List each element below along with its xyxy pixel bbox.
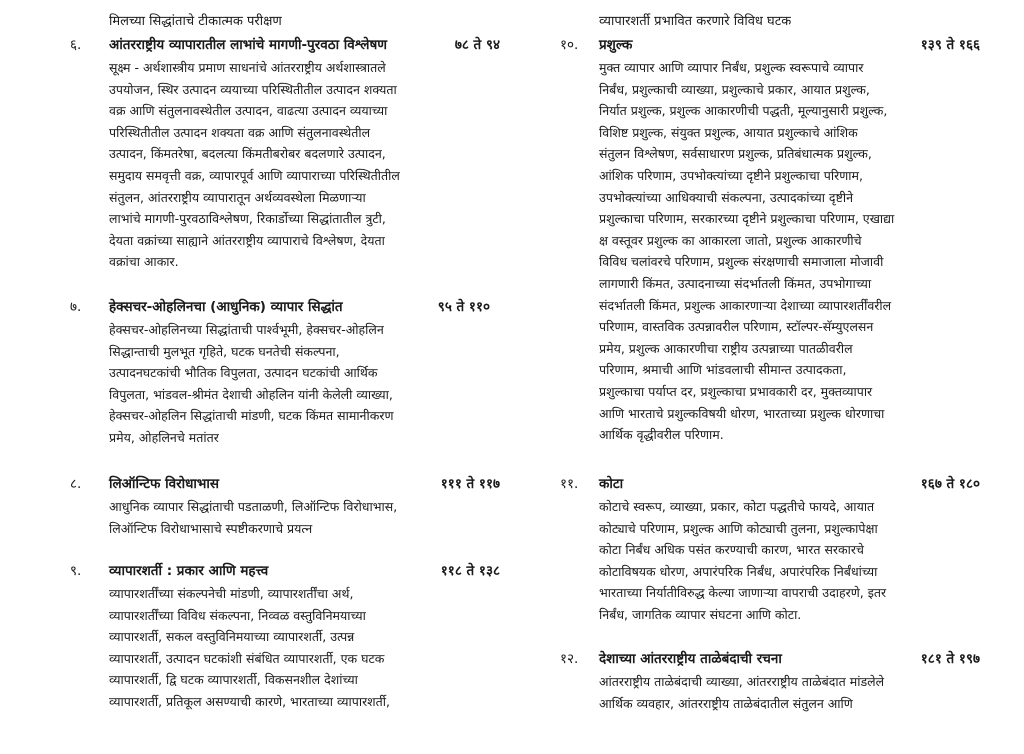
entry-heading <box>70 474 500 496</box>
entry-page-range: १८१ ते १९७ <box>920 651 980 667</box>
entry-line: आंतरराष्ट्रीय ताळेबंदाची व्याख्या, आंतरराष्ट्रीय ताळेबंदात मांडलेले <box>599 674 885 689</box>
entry-title: हेक्सचर-ओहलिनचा (आधुनिक) व्यापार सिद्धांत <box>109 299 343 315</box>
entry-description <box>70 57 500 273</box>
entry-heading <box>560 35 980 57</box>
entry-line: उत्पादनघटकांची भौतिक विपुलता, उत्पादन घटकांची आर्थिक <box>109 365 378 381</box>
entry-description <box>560 671 980 714</box>
entry-title: आंतरराष्ट्रीय व्यापारातील लाभांचे मागणी-पुरवठा विश्लेषण <box>109 37 388 53</box>
entry-page-range: १३९ ते १६६ <box>920 37 980 53</box>
entry-heading <box>70 35 500 57</box>
entry-description <box>560 57 980 446</box>
entry-line: सूक्ष्म - अर्थशास्त्रीय प्रमाण साधनांचे आंतरराष्ट्रीय अर्थशास्त्रातले <box>109 60 386 75</box>
entry-number: ११. <box>560 476 579 492</box>
entry-line: विशिष्ट प्रशुल्क, संयुक्त प्रशुल्क, आयात प्रशुल्काचे आंशिक <box>599 124 858 140</box>
entry-line: हेक्सचर-ओहलिन सिद्धांताची मांडणी, घटक किंमत सामानीकरण <box>109 408 394 424</box>
entry-line: परिणाम, श्रमाची आणि भांडवलाची सीमान्त उत्पादकता, <box>599 362 847 378</box>
entry-line: संदर्भातली किंमत, प्रशुल्क आकारणाऱ्या देशाच्या व्यापारशर्तींवरील <box>599 297 892 313</box>
entry-line: सिद्धान्ताची मुलभूत गृहिते, घटक घनतेची संकल्पना, <box>109 343 340 359</box>
entry-page-range: १११ ते ११७ <box>440 476 500 492</box>
entry-line: परिणाम, वास्तविक उत्पन्नावरील परिणाम, स्टॉल्पर-सॅम्युएलसन <box>599 319 874 335</box>
toc-entry-6 <box>70 35 500 273</box>
entry-line: परिस्थितीतील उत्पादन शक्यता वक्र आणि संतुलनावस्थेतील <box>109 124 371 140</box>
entry-title: देशाच्या आंतरराष्ट्रीय ताळेबंदाची रचना <box>599 651 782 667</box>
entry-line: व्यापारशर्ती, उत्पादन घटकांशी संबंधित व्यापारशर्ती, एक घटक <box>109 650 385 666</box>
entry-line: प्रशुल्काचा परिणाम, सरकारच्या दृष्टीने प्रशुल्काचा परिणाम, एखाद्या <box>599 211 895 227</box>
entry-title: लिऑन्टिफ विरोधाभास <box>109 476 220 492</box>
entry-line: लिऑन्टिफ विरोधाभासाचे स्पष्टीकरणाचे प्रयत्न <box>109 520 313 536</box>
entry-page-range: ११८ ते १३८ <box>440 563 500 579</box>
entry-line: देयता वक्रांच्या साह्याने आंतरराष्ट्रीय व्यापाराचे विश्लेषण, देयता <box>109 232 385 248</box>
entry-number: १२. <box>560 651 579 667</box>
toc-entry-10 <box>560 35 980 446</box>
entry-title: प्रशुल्क <box>599 37 633 53</box>
continuation-line: मिलच्या सिद्धांताचे टीकात्मक परीक्षण <box>109 14 282 29</box>
entry-line: उपयोजन, स्थिर उत्पादन व्ययाच्या परिस्थितीतील उत्पादन शक्यता <box>109 81 397 97</box>
entry-line: व्यापारशर्ती, प्रतिकूल असण्याची कारणे, भारताच्या व्यापारशर्ती, <box>109 693 391 709</box>
entry-line: प्रमेय, प्रशुल्क आकारणीचा राष्ट्रीय उत्पन्नाच्या पातळीवरील <box>599 340 853 356</box>
entry-line: कोटा निर्बंध अधिक पसंत करण्याची कारण, भारत सरकारचे <box>599 542 864 558</box>
entry-line: वक्रांचा आकार. <box>109 254 179 270</box>
entry-line: लागणारी किंमत, उत्पादनाच्या संदर्भातली किंमत, उपभोगाच्या <box>599 275 872 291</box>
entry-line: लाभांचे मागणी-पुरवठाविश्लेषण, रिकार्डोच्या सिद्धांतातील त्रुटी, <box>109 211 386 227</box>
toc-entry-8 <box>70 474 500 539</box>
toc-entry-11 <box>560 474 980 626</box>
entry-line: व्यापारशर्ती, द्वि घटक व्यापारशर्ती, विकसनशील देशांच्या <box>109 672 358 688</box>
entry-number: ६. <box>70 37 82 53</box>
entry-line: आणि भारताचे प्रशुल्कविषयी धोरण, भारताच्या प्रशुल्क धोरणाचा <box>599 405 885 421</box>
entry-number: ८. <box>70 476 82 492</box>
entry-line: समुदाय समवृत्ती वक्र, व्यापारपूर्व आणि व्यापाराच्या परिस्थितीतील <box>109 167 400 183</box>
entry-page-range: ९५ ते ११० <box>437 299 490 315</box>
entry-line: आंशिक परिणाम, उपभोक्त्यांच्या दृष्टीने प्रशुल्काचा परिणाम, <box>599 167 863 183</box>
continuation-line: व्यापारशर्ती प्रभावित करणारे विविध घटक <box>599 14 792 29</box>
entry-line: भारताच्या निर्यातीविरुद्ध केल्या जाणाऱ्या वापराची उदाहरणे, इतर <box>599 585 887 601</box>
entry-line: उपभोक्त्यांच्या आधिक्याची संकल्पना, उत्पादकांच्या दृष्टीने <box>599 189 854 205</box>
entry-number: ७. <box>70 299 82 315</box>
entry-line: आर्थिक वृद्धीवरील परिणाम. <box>599 427 724 443</box>
entry-line: संतुलन, आंतरराष्ट्रीय व्यापारातून अर्थव्यवस्थेला मिळणाऱ्या <box>109 189 366 205</box>
entry-page-range: १६७ ते १८० <box>920 476 980 492</box>
entry-page-range: ७८ ते ९४ <box>454 37 500 53</box>
entry-line: हेक्सचर-ओहलिनच्या सिद्धांताची पार्श्वभूमी, हेक्सचर-ओहलिन <box>109 322 384 337</box>
entry-number: ९. <box>70 563 82 579</box>
entry-line: संतुलन विश्लेषण, सर्वसाधारण प्रशुल्क, प्रतिबंधात्मक प्रशुल्क, <box>599 146 872 162</box>
entry-line: निर्बंध, जागतिक व्यापार संघटना आणि कोटा. <box>599 606 802 622</box>
entry-description <box>70 319 500 449</box>
entry-line: व्यापारशर्तींच्या संकल्पनेची मांडणी, व्यापारशर्तींचा अर्थ, <box>109 586 354 601</box>
entry-description <box>70 583 500 713</box>
entry-heading <box>560 474 980 496</box>
entry-line: उत्पादन, किंमतरेषा, बदलत्या किंमतीबरोबर बदलणारे उत्पादन, <box>109 146 386 162</box>
entry-line: व्यापारशर्तींच्या विविध संकल्पना, निव्वळ वस्तुविनिमयाच्या <box>109 607 366 623</box>
entry-line: विविध चलांवरचे परिणाम, प्रशुल्क संरक्षणाची समाजाला मोजावी <box>599 254 884 270</box>
toc-entry-9 <box>70 561 500 713</box>
entry-line: प्रशुल्काचा पर्याप्त दर, प्रशुल्काचा प्रभावकारी दर, मुक्तव्यापार <box>599 383 873 399</box>
entry-line: कोटाचे स्वरूप, व्याख्या, प्रकार, कोटा पद्धतीचे फायदे, आयात <box>599 499 875 514</box>
toc-entry-12 <box>560 649 980 714</box>
entry-line: क्ष वस्तूवर प्रशुल्क का आकारला जातो, प्रशुल्क आकारणीचे <box>599 232 862 248</box>
entry-line: कोटाविषयक धोरण, अपारंपरिक निर्बंध, अपारंपरिक निर्बंधांच्या <box>599 563 878 579</box>
entry-line: निर्बंध, प्रशुल्काची व्याख्या, प्रशुल्काचे प्रकार, आयात प्रशुल्क, <box>599 81 870 97</box>
entry-heading <box>70 297 500 319</box>
entry-line: वक्र आणि संतुलनावस्थेतील उत्पादन, वाढत्या उत्पादन व्ययाच्या <box>109 103 388 119</box>
entry-line: आधुनिक व्यापार सिद्धांताची पडताळणी, लिऑन्टिफ विरोधाभास, <box>109 499 398 514</box>
entry-line: व्यापारशर्ती, सकल वस्तुविनिमयाच्या व्यापारशर्ती, उत्पन्न <box>109 629 355 645</box>
entry-title: कोटा <box>599 476 624 492</box>
entry-title: व्यापारशर्ती : प्रकार आणि महत्त्व <box>109 563 269 579</box>
entry-line: प्रमेय, ओहलिनचे मतांतर <box>109 429 219 445</box>
entry-description <box>70 496 500 539</box>
entry-line: आर्थिक व्यवहार, आंतरराष्ट्रीय ताळेबंदातील संतुलन आणि <box>599 695 853 711</box>
entry-description <box>560 496 980 626</box>
entry-line: निर्यात प्रशुल्क, प्रशुल्क आकारणीची पद्धती, मूल्यानुसारी प्रशुल्क, <box>599 103 888 119</box>
entry-line: विपुलता, भांडवल-श्रीमंत देशाची ओहलिन यांनी केलेली व्याख्या, <box>109 386 393 402</box>
entry-heading <box>70 561 500 583</box>
toc-entry-7 <box>70 297 500 449</box>
entry-line: मुक्त व्यापार आणि व्यापार निर्बंध, प्रशुल्क स्वरूपाचे व्यापार <box>599 60 864 75</box>
entry-number: १०. <box>560 37 579 53</box>
entry-line: कोट्याचे परिणाम, प्रशुल्क आणि कोट्याची तुलना, प्रशुल्कापेक्षा <box>599 520 878 536</box>
entry-heading <box>560 649 980 671</box>
